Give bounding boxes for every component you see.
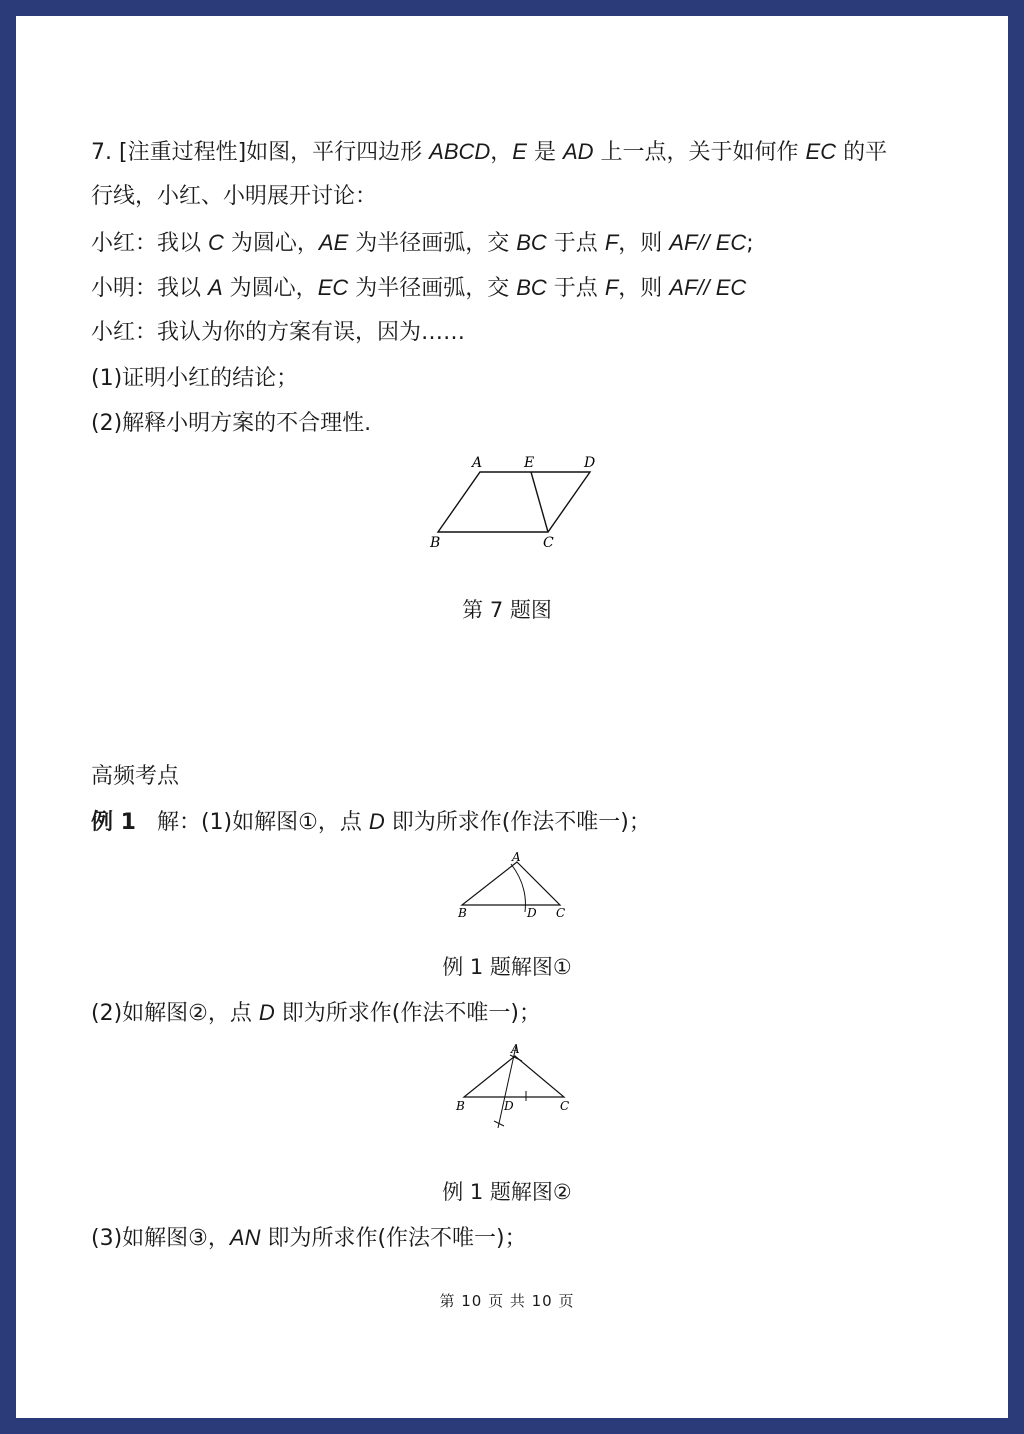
label-d: D <box>504 1099 514 1113</box>
section-title: 高频考点 <box>91 764 180 789</box>
problem7-line5: 小红：我认为你的方案有误，因为…… <box>91 320 466 345</box>
example1-solution3: (3)如解图③，AN 即为所求作(作法不唯一)； <box>91 1225 527 1251</box>
problem7-question2: (2)解释小明方案的不合理性. <box>91 411 372 436</box>
construction-line <box>498 1046 516 1128</box>
label-a: A <box>472 455 483 471</box>
label-b: B <box>456 1099 465 1113</box>
label-a: A <box>512 850 521 864</box>
label-c: C <box>556 906 566 920</box>
problem7-figure <box>420 448 610 558</box>
example1-solution1: 例 1 解：(1)如解图①，点 D 即为所求作(作法不唯一)； <box>91 809 651 835</box>
label-e: E <box>524 455 535 471</box>
segment-ec <box>531 472 548 532</box>
label-d: D <box>527 906 537 920</box>
triangle-abc <box>462 862 560 905</box>
parallelogram-abcd <box>438 472 590 532</box>
document-page <box>16 16 1008 1418</box>
example1-caption2: 例 1 题解图② <box>442 1180 572 1204</box>
label-a: A <box>511 1042 520 1056</box>
label-c: C <box>560 1099 570 1113</box>
example-label: 例 1 <box>91 810 136 835</box>
problem7-line1: 7. [注重过程性]如图，平行四边形 ABCD，E 是 AD 上一点，关于如何作 EC 的平 <box>91 139 888 165</box>
problem7-question1: (1)证明小红的结论； <box>91 366 299 391</box>
label-b: B <box>430 535 441 551</box>
problem7-line4: 小明：我以 A 为圆心，EC 为半径画弧，交 BC 于点 F，则 AF// EC <box>91 275 747 301</box>
problem7-line2: 行线，小红、小明展开讨论： <box>91 184 378 209</box>
problem7-caption: 第 7 题图 <box>462 598 552 622</box>
label-d: D <box>584 455 596 471</box>
problem7-line3: 小红：我以 C 为圆心，AE 为半径画弧，交 BC 于点 F，则 AF// EC; <box>91 230 754 256</box>
label-c: C <box>543 535 554 551</box>
label-b: B <box>458 906 467 920</box>
example1-figure1 <box>450 848 575 923</box>
example1-solution2: (2)如解图②，点 D 即为所求作(作法不唯一)； <box>91 1000 541 1026</box>
page-footer: 第 10 页 共 10 页 <box>439 1292 575 1310</box>
example1-figure2 <box>450 1038 575 1133</box>
triangle-abc <box>464 1056 564 1097</box>
example1-caption1: 例 1 题解图① <box>442 955 572 979</box>
